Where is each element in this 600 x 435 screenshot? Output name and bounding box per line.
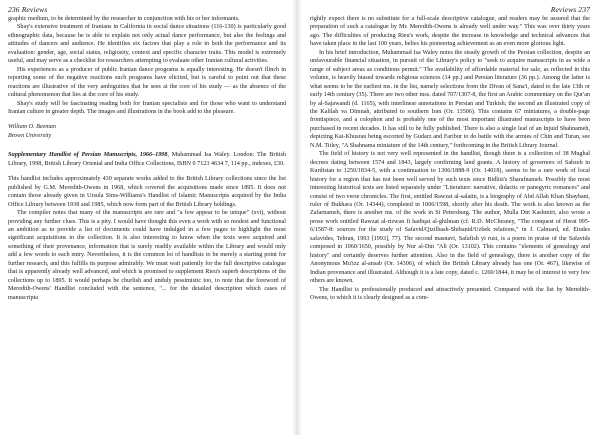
paragraph: The Handlist is professionally produced and attractively presented. Compared with the list by Meredith-Owens, to which it is clearly designed as a com- <box>310 286 590 301</box>
book-title: Supplementary Handlist of Persian Manuscripts, 1966–1998 <box>8 152 168 159</box>
paragraph: In his brief introduction, Muhammad Isa Waley notes the steady growth of the Persian collection, despite an unfavourable financial situation, in pursuit of the Library's policy to "seek to acquire manuscripts in as wide a range of subject areas as conditions permit." The availability of affordable material for sale, as reflected in this volume, is heavily biased towards religious sciences (14 pp.) and Persian literature (36 pp.). Among the latter is what seems to be the earliest ms. in the list, namely selections from the Divan of Sana'i, dated to the late 13th or early 14th century (35). There are two other mss. dated 707/1307-8, the first an Arabic commentary on the Qur'an by al-Sajawandi (d. 1165), with interlinear annotations in Persian and Turkish; the second an illustrated copy of the Kalilah va Dimnah, attributed to southern Iran (Or. 13506). This contains 67 miniatures, a double-page frontispiece, and a colophon and is probably one of the most important illustrated manuscripts to have been purchased in recent decades. It has still to be fully published. There is also a single leaf of an Injuid Shahnameh, depicting Kai-Khusrau being escorted by Gudarz and Faribur to do battle with the armies of Chin and Turan, see N.M. Titley, "A Shahnama miniature of the 14th century," forthcoming in the British Library Journal. <box>310 49 590 149</box>
review-heading <box>8 151 286 168</box>
reviewer-signature <box>8 123 286 140</box>
paragraph: This handlist includes approximately 430 separate works added to the British Library collections since the list published by G.M. Meredith-Owens in 1968, which covered the acquisitions made since 1895. It does not contain those already given in Ursula Sims-Williams's Handlist of Islamic Manuscripts acquired by the India Office Library between 1938 and 1985, which now form part of the British Library holdings. <box>8 176 286 208</box>
paragraph: Shay's study will be fascinating reading both for Iranian specialists and for those who want to understand Iranian culture in greater depth. The images and illustrations in the book add to the pleasure. <box>8 100 286 115</box>
reviewer-name: William O. Beeman <box>8 124 56 131</box>
paragraph: rightly expect there is no substitute for a full-scale descriptive catalogue, and readers may be assured that the preparation of such a catalogue by Mr. Meredith-Owens is already well under way." This was over thirty years ago. The difficulties of producing Rieu's work, despite the increase in knowledge and technical advances that have taken place in the last 100 years, belies his pioneering achievement as an even more glorious light. <box>310 16 590 48</box>
paragraph: The field of history is not very well represented in the handlist, though there is a collection of 38 Mughal decrees dating between 1574 and 1843, largely confirming land grants. A history of governors of Sabzeh in Kurdistan to 1250/1834-5, with a continuation to 1306/1888-9 (Or. 14018), seems to be a rare work of local history for a region that has not been well served by such texts since Bidlisi's Sharafnameh. Possibly the most interesting historical texts are listed separately under "Literature: narrative, didactic or panegyric romances" and consist of two verse chronicles. The first, entitled Rawzat al-salatin, is a biography of Abd Allah Khan Shaybani, ruler of Bukhara (Or. 14344), completed in 1006/1598, shortly after his death. The work is also known as the Zafarnameh, there is another ms. of the work in St Petersburg. The author, Mulla Din Kashmiri, also wrote a prose work entitled Rawzat al-rizwan fi hadiqat al-ghilman (cf. R.D. McChesney, "The conquest of Herat 995-6/1587-8: sources for the study of Safavid/Qizilbash-Shibanid/Uzbek relations," in J. Calmard, ed. Etudes safavides, Tehran, 1993 [1993], 77). The second masnavi, Safafish yi rust, is a poem in praise of the Safavids composed in 1060/1650, possibly by Nur al-Din "Ali (Or. 13102). This contains "elements of genealogy and history" and certainly deserves further attention. Also in the field of genealogy, there is another copy of the Anonymous Mu'izz al-ansab (Or. 14306), of which the British Library already has one (Or. 467), likewise of Indian provenance and illustrated. Although it is a late copy, dated c. 1260/1844, it may be of interest to very few others are known. <box>310 151 590 285</box>
paragraph: His experiences as a producer of public Iranian dance programs is equally interesting. He doesn't flinch in reporting some of the negative reactions such programs have elicited, but is careful to point out that these reactions are illustrative of the very ambiguities that he sees at the core of his study — as the absence of the cultural phenomenon that lies at the core of his study. <box>8 66 286 99</box>
paragraph: The compiler notes that many of the manuscripts are rare and "a few appear to be unique" (xvi), without providing any further clues. This is a pity. I would have thought this even a work with so modest and functional an ambition as to provide a list of documents could have indulged in a few pages to highlight the most significant acquisitions in the collection. It is also interesting to know when the texts were acquired and something of their provenance, information that is surely readily available within the Library and would only add a few words to each entry. Nevertheless, it is the common lot of handlists to be merely a starting point for further research, and this fulfills its purpose admirably. We must wait patiently for the full descriptive catalogue that is apparently already well advanced, and which is promised to supplement Rieu's superb descriptions of the collections up to 1895. It would perhaps be churlish and unduly pessimistic too, to note that the foreword of Meredith-Owens' Handlist concluded with the sentence, "... for the detailed description which cases of manuscripta <box>8 210 286 301</box>
left-page <box>0 0 294 435</box>
running-header-left: 236 Reviews <box>8 5 48 14</box>
left-text-column <box>8 15 286 302</box>
reviewer-affiliation: Brown University <box>8 132 52 139</box>
right-page <box>300 0 600 435</box>
book-details: , Muhammad Isa Waley. London: The British Library, 1998, British Library Oriental and India Office Collections, ISBN 0 7123 4634 7, 114 pp., indexes, £30. <box>8 152 286 167</box>
running-header-right: Reviews 237 <box>550 5 590 14</box>
paragraph: graphic medium, to be determined by the researcher in conjunction with his or her informants. <box>8 16 240 22</box>
paragraph: Shay's extensive treatment of Iranians in California in social dance situations (116-130) is particularly good ethnographic data, because he is able to explain not only actual dance performance, but also the feelings and attitudes of dancers and audience. He identifies six factors that play a role in both the performance and its evaluation: gender, age, social status, religiosity, context and specific character traits. This model is extremely useful, and may serve as a checklist for researchers attempting to evaluate other Iranian cultural activities. <box>8 24 286 65</box>
right-text-column <box>310 15 590 302</box>
